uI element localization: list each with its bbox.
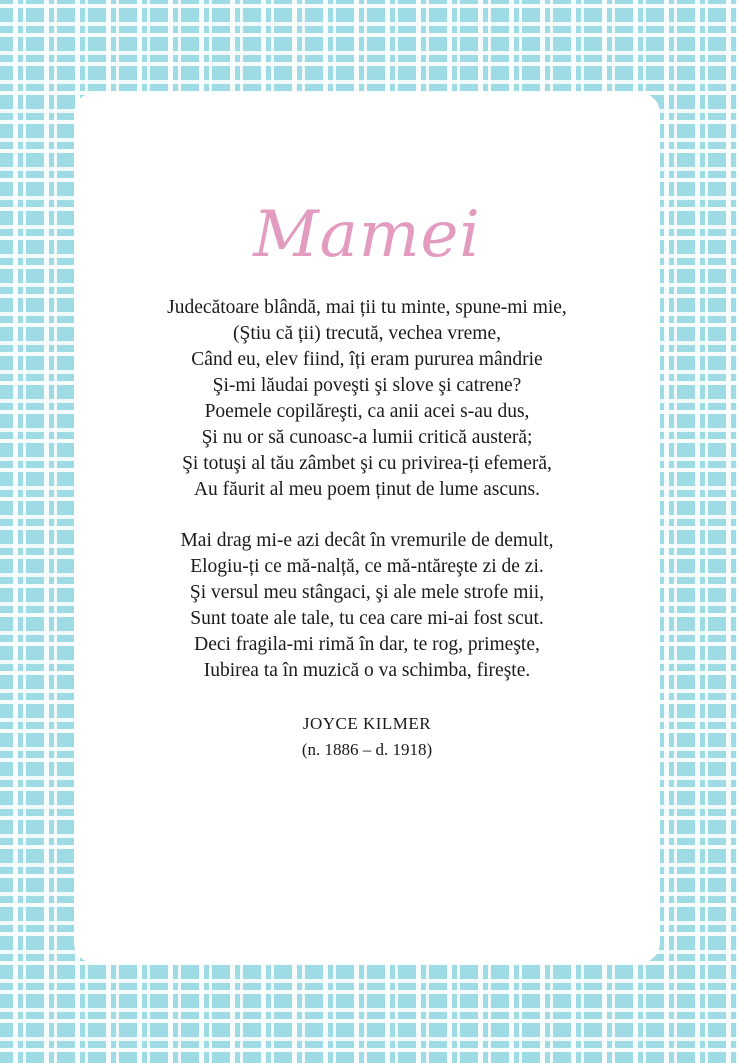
- poem-line: Au făurit al meu poem ținut de lume ascuns.: [193, 479, 541, 500]
- poem-line: Şi totuşi al tău zâmbet şi cu privirea-ți efemeră,: [182, 453, 552, 474]
- poem-line: (Ştiu că ții) trecută, vechea vreme,: [233, 323, 501, 344]
- poem-title: Mamei: [253, 198, 481, 272]
- poem-card: [74, 93, 660, 963]
- poem-line: Judecătoare blândă, mai ții tu minte, spune-mi mie,: [167, 297, 567, 318]
- poem-line: Deci fragila-mi rimă în dar, te rog, primeşte,: [194, 634, 540, 655]
- poem-line: Elogiu-ți ce mă-nalță, ce mă-ntăreşte zi de zi.: [190, 556, 544, 577]
- stanza-2: [74, 528, 660, 684]
- poem-line: Iubirea ta în muzică o va schimba, fireşte.: [203, 660, 531, 681]
- poem-line: Sunt toate ale tale, tu cea care mi-ai fost scut.: [190, 608, 544, 629]
- poem-line: Mai drag mi-e azi decât în vremurile de demult,: [180, 530, 554, 551]
- poem-line: Poemele copilăreşti, ca anii acei s-au dus,: [204, 401, 530, 422]
- author-dates: (n. 1886 – d. 1918): [301, 740, 433, 759]
- poem-author: JOYCE KILMER: [302, 714, 432, 733]
- stanza-1: [74, 295, 660, 503]
- poem-line: Şi nu or să cunoasc-a lumii critică austeră;: [201, 427, 533, 448]
- poem-line: Şi versul meu stângaci, şi ale mele strofe mii,: [189, 582, 545, 603]
- poem-line: Şi-mi lăudai poveşti şi slove şi catrene?: [212, 375, 522, 396]
- poem-line: Când eu, elev fiind, îți eram pururea mândrie: [191, 349, 543, 370]
